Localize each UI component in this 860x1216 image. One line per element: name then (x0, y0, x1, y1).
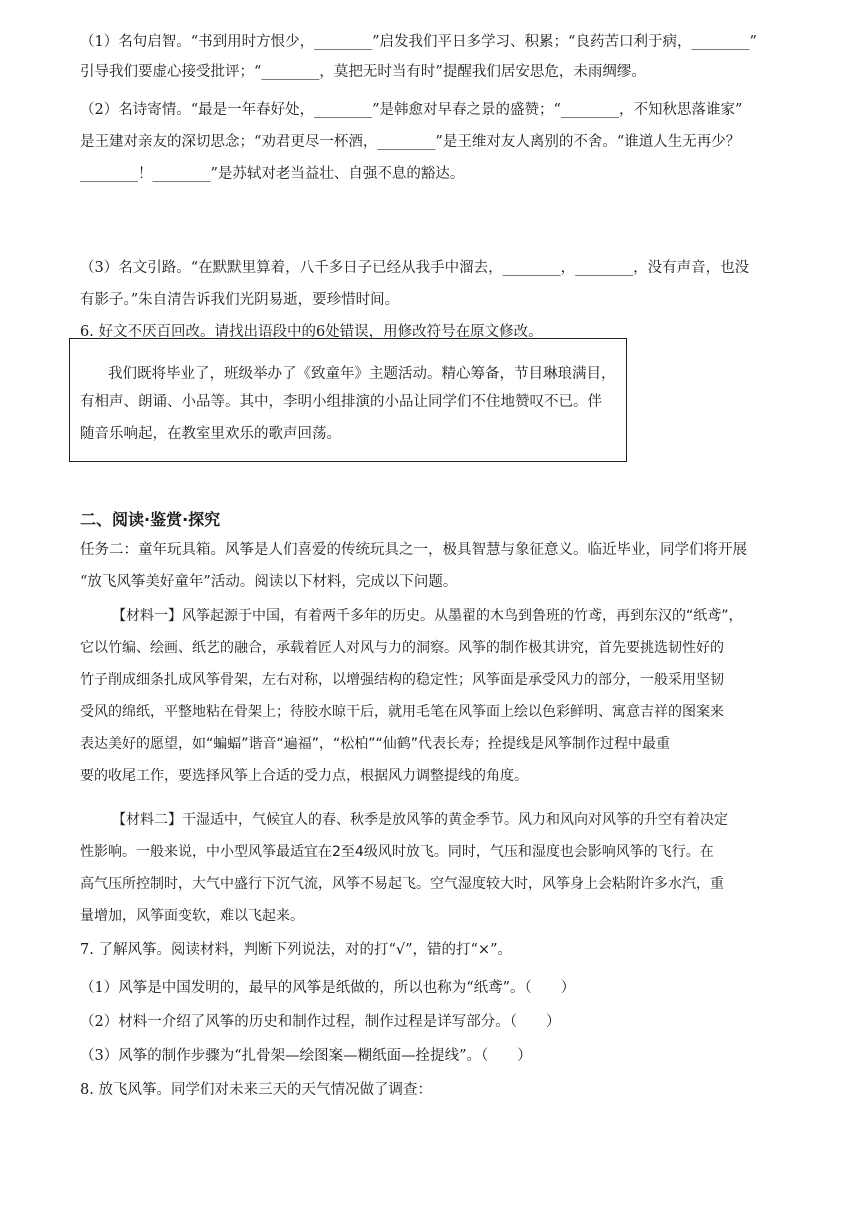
q6-passage-box (69, 338, 627, 462)
task-intro-line1: 任务二：童年玩具箱。风筝是人们喜爱的传统玩具之一，极具智慧与象征意义。临近毕业，同学们将开展 (80, 542, 747, 558)
q7-item1: （1）风筝是中国发明的，最早的风筝是纸做的，所以也称为“纸鸢”。（ ） (80, 980, 576, 996)
material2-line3: 高气压所控制时，大气中盛行下沉气流，风筝不易起飞。空气湿度较大时，风筝身上会粘附许多水汽，重 (80, 876, 724, 892)
material1-line6: 要的收尾工作，要选择风筝上合适的受力点，根据风力调整提线的角度。 (80, 768, 528, 784)
material1-line4: 受风的绵纸，平整地粘在骨架上；待胶水晾干后，就用毛笔在风筝面上绘以色彩鲜明、寓意吉祥的图案来 (80, 704, 724, 720)
section-title: 二、阅读·鉴赏·探究 (80, 510, 221, 529)
material2-line4: 量增加，风筝面变软，难以飞起来。 (80, 908, 304, 924)
material1-line2: 它以竹编、绘画、纸艺的融合，承载着匠人对风与力的洞察。风筝的制作极其讲究，首先要挑选韧性好的 (80, 640, 724, 656)
q5-part2-line1: （2）名诗寄情。“最是一年春好处，________”是韩愈对早春之景的盛赞；“________，不知秋思落谁家” (80, 102, 743, 118)
q5-part2-line3: ________！________”是苏轼对老当益壮、自强不息的豁达。 (80, 166, 465, 182)
task-intro-line2: “放飞风筝美好童年”活动。阅读以下材料，完成以下问题。 (80, 574, 458, 590)
q5-part3-line2: 有影子。”朱自清告诉我们光阴易逝，要珍惜时间。 (80, 292, 400, 308)
material1-line3: 竹子削成细条扎成风筝骨架，左右对称，以增强结构的稳定性；风筝面是承受风力的部分，一般采用坚韧 (80, 672, 724, 688)
q5-part1-line2: 引导我们要虚心接受批评；“________，莫把无时当有时”提醒我们居安思危，未雨绸缪。 (80, 64, 646, 80)
q5-part2-line2: 是王建对亲友的深切思念；“劝君更尽一杯酒，________”是王维对友人离别的不舍。“谁道人生无再少？ (80, 134, 741, 150)
material1-line1: 【材料一】风筝起源于中国，有着两千多年的历史。从墨翟的木鸟到鲁班的竹鸢，再到东汉的“纸鸢”， (112, 608, 743, 624)
q6-passage-line2: 有相声、朗诵、小品等。其中，李明小组排演的小品让同学们不住地赞叹不已。伴 (80, 394, 602, 410)
q7-prompt: 7. 了解风筝。阅读材料，判断下列说法，对的打“√”，错的打“×”。 (80, 942, 512, 958)
q6-prompt: 6. 好文不厌百回改。请找出语段中的6处错误，用修改符号在原文修改。 (80, 324, 543, 340)
q8-prompt: 8. 放飞风筝。同学们对未来三天的天气情况做了调查： (80, 1082, 432, 1098)
material2-line2: 性影响。一般来说，中小型风筝最适宜在2至4级风时放飞。同时，气压和湿度也会影响风筝的飞行。在 (80, 844, 714, 860)
material1-line5: 表达美好的愿望，如“蝙蝠”谐音“遍福”，“松柏”“仙鹤”代表长寿；拴提线是风筝制作过程中最重 (80, 736, 671, 752)
q7-item2: （2）材料一介绍了风筝的历史和制作过程，制作过程是详写部分。（ ） (80, 1014, 561, 1030)
q6-passage-line3: 随音乐响起，在教室里欢乐的歌声回荡。 (80, 426, 341, 442)
material2-line1: 【材料二】干湿适中，气候宜人的春、秋季是放风筝的黄金季节。风力和风向对风筝的升空有着决定 (112, 812, 728, 828)
q5-part3-line1: （3）名文引路。“在默默里算着，八千多日子已经从我手中溜去，________，________，没有声音，也没 (80, 260, 750, 276)
q7-item3: （3）风筝的制作步骤为“扎骨架—绘图案—糊纸面—拴提线”。（ ） (80, 1048, 532, 1064)
q6-passage-line1: 我们既将毕业了，班级举办了《致童年》主题活动。精心筹备，节目琳琅满目， (108, 366, 616, 382)
q5-part1-line1: （1）名句启智。“书到用时方恨少，________”启发我们平日多学习、积累；“良药苦口利于病，________” (80, 34, 757, 50)
